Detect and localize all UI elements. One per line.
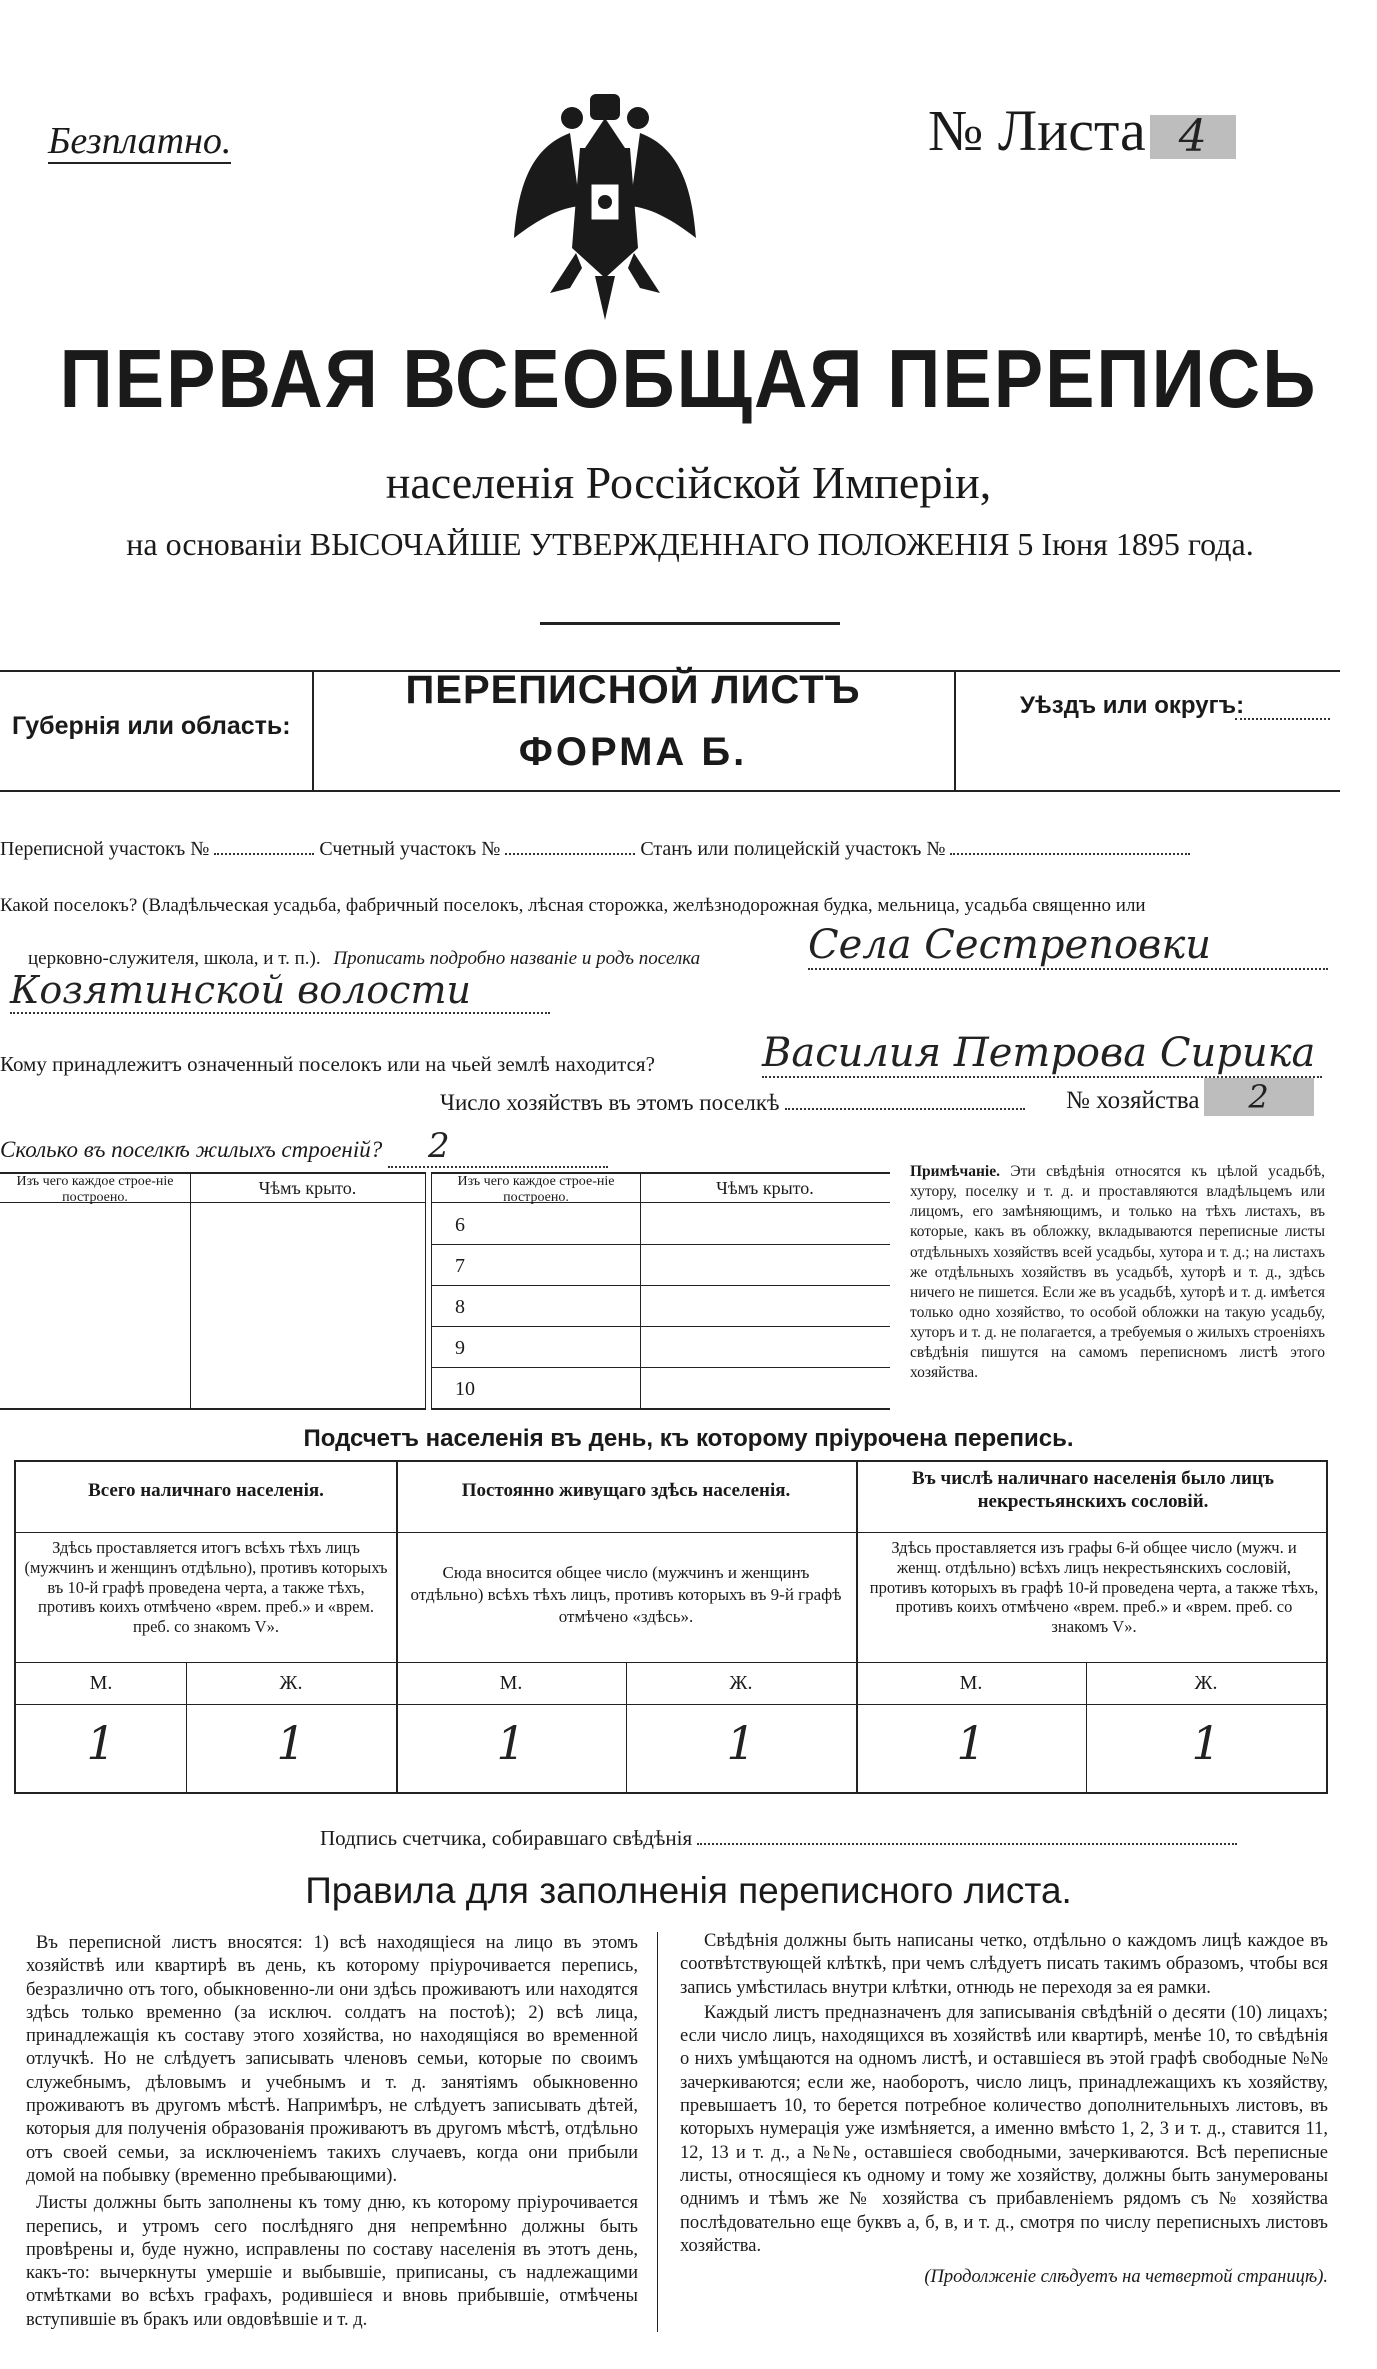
signature-label: Подпись счетчика, собиравшаго свѣдѣнія [320, 1826, 693, 1850]
population-col3-title: Въ числѣ наличнаго населенія было лицъ некрестьянскихъ сословій. [912, 1468, 1274, 1512]
population-value[interactable]: 1 [726, 1716, 756, 1770]
signature-row [320, 1826, 1237, 1851]
camp-label: Станъ или полицейскій участокъ № [640, 838, 946, 860]
buildings-col-roof: Чѣмъ крыто. [258, 1178, 357, 1198]
settlement-label-2: церковно-служителя, школа, и т. п.). [28, 948, 321, 969]
buildings-row [0, 1126, 608, 1168]
buildings-row-number: 7 [455, 1255, 465, 1277]
households-field[interactable] [785, 1108, 1025, 1110]
household-number [1066, 1078, 1314, 1116]
sheet-number-value: 4 [1150, 115, 1236, 159]
settlement-value-2[interactable]: Козятинской волости [10, 968, 550, 1014]
buildings-col-material-2: Изъ чего каждое строе-ніе построено. [457, 1174, 615, 1206]
divider [540, 622, 840, 625]
district-label: Уѣздъ или округъ: [1020, 692, 1245, 719]
population-value[interactable]: 1 [86, 1716, 116, 1770]
population-col2-text: Сюда вносится общее число (мужчинъ и женщинъ отдѣльно) всѣхъ тѣхъ лицъ, противъ которыхъ въ 9-й графѣ отмѣчено «здѣсь». [410, 1563, 842, 1627]
sheet-number [928, 98, 1236, 163]
rules-right-paragraph-1: Свѣдѣнія должны быть написаны четко, отдѣльно о каждомъ лицѣ каждое въ соотвѣтствующей клѣткѣ, при чемъ слѣдуетъ писать такимъ образомъ, чтобы вся запись умѣстилась внутри клѣтки, отнюдь не переходя за ея рамки. [680, 1931, 1328, 1998]
population-value[interactable]: 1 [956, 1716, 986, 1770]
population-f-header: Ж. [279, 1672, 303, 1694]
counting-district-label: Счетный участокъ № [319, 838, 501, 860]
population-m-header: М. [499, 1672, 523, 1694]
population-value[interactable]: 1 [276, 1716, 306, 1770]
buildings-row-number: 9 [455, 1337, 465, 1359]
buildings-label: Сколько въ поселкѣ жилыхъ строеній? [0, 1137, 383, 1162]
buildings-table [0, 1172, 890, 1410]
population-value[interactable]: 1 [496, 1716, 526, 1770]
rules-right-paragraph-2: Каждый листъ предназначенъ для записыванія свѣдѣній о десяти (10) лицахъ; если число лицъ, находящихся въ хозяйствѣ или квартирѣ, менѣе 10, то свѣдѣнія о нихъ умѣщаются на одномъ листѣ, и оставшіеся въ этой графѣ свободные №№ зачеркиваются; если же, наоборотъ, число лицъ, принадлежащихъ къ хозяйству, превышаетъ 10, то берется потребное количество дополнительныхъ листовъ, въ которыхъ нумерація уже измѣняется, а именно вмѣсто 1, 2, 3 и т. д., ставится 11, 12, 13 и т. д., а №№, оставшіеся свободными, зачеркиваются. Всѣ переписные листы, относящіеся къ одному и тому же хозяйству, должны быть занумерованы однимъ и тѣмъ же № хозяйства съ прибавленіемъ рядомъ съ № хозяйства послѣдовательно еще буквъ а, б, в, и т. д., смотря по числу переписныхъ листовъ хозяйства. [680, 2002, 1328, 2256]
form-header-divider-right [954, 670, 956, 792]
population-col1-text: Здѣсь проставляется итогъ всѣхъ тѣхъ лицъ (мужчинъ и женщинъ отдѣльно), противъ которыхъ въ 10-й графѣ проведена черта, а также тѣхъ, противъ коихъ отмѣчено «врем. преб.» и «врем. преб. со знакомъ V». [24, 1538, 388, 1637]
form-subtitle: ФОРМА Б. [518, 730, 748, 774]
household-number-value: 2 [1204, 1078, 1314, 1116]
province-label: Губернія или область: [12, 712, 291, 740]
households-label: Число хозяйствъ въ этомъ поселкѣ [440, 1090, 780, 1115]
form-title: ПЕРЕПИСНОЙ ЛИСТЪ [405, 668, 861, 712]
census-district-field[interactable] [214, 853, 314, 855]
population-col2-title: Постоянно живущаго здѣсь населенія. [461, 1480, 791, 1501]
form-header-bottom-rule [0, 790, 1340, 792]
rules-left-paragraph-1: Въ переписной листъ вносятся: 1) всѣ находящіеся на лицо въ этомъ хозяйствѣ или квартирѣ въ день, къ которому пріурочивается перепись, безразлично отъ того, обыкновенно-ли они здѣсь проживаютъ или находятся здѣсь только временно (за исключ. солдатъ на постоѣ); 2) всѣ лица, принадлежащія къ составу этого хозяйства, но находящіяся во временной отлучкѣ. Но не слѣдуетъ записывать членовъ семьи, которые по своимъ служебнымъ, дѣловымъ и учебнымъ и т. д. занятіямъ обыкновенно проживаютъ въ другомъ мѣстѣ. Напримѣръ, не слѣдуетъ записывать дѣтей, которыя для полученія образованія проживаютъ въ другомъ мѣстѣ, отдѣльно отъ своей семьи, за исключеніемъ такихъ случаевъ, когда они прибыли домой на побывку (временно пребывающими). [26, 1933, 638, 2186]
signature-field[interactable] [697, 1843, 1237, 1845]
rules-right-column [680, 1930, 1328, 2289]
owner-label: Кому принадлежитъ означенный поселокъ или на чьей землѣ находится? [0, 1052, 655, 1076]
rules-title: Правила для заполненія переписного листа. [305, 1870, 1072, 1911]
settlement-instruction: Прописать подробно названіе и родъ поселка [333, 948, 701, 969]
district-row [0, 838, 1190, 861]
note-text: Эти свѣдѣнія относятся къ цѣлой усадьбѣ, хутору, поселку и т. д. и проставляются владѣльцемъ или лицомъ, его замѣняющимъ, и только на тѣхъ листахъ, въ которые, какъ въ обложку, вкладываются переписные листы отдѣльныхъ хозяйствъ всей усадьбы, хутора и т. д.; на листахъ же отдѣльныхъ хозяйствъ въ усадьбѣ, хуторѣ и т. д., здѣсь ничего не пишется. Если же въ усадьбѣ, хуторѣ и т. д. имѣется только одно хозяйство, то особой обложки на такую усадьбу, хуторъ и т. д. не полагается, а требуемыя о жилыхъ строеніяхъ свѣдѣнія пишутся на самомъ переписномъ листѣ этого хозяйства. [910, 1163, 1326, 1382]
buildings-value[interactable]: 2 [388, 1126, 608, 1168]
households-row [440, 1090, 1025, 1116]
buildings-row-number: 10 [455, 1378, 475, 1400]
census-district-label: Переписной участокъ № [0, 838, 210, 860]
household-number-label: № хозяйства [1066, 1087, 1200, 1114]
population-col3-text: Здѣсь проставляется изъ графы 6-й общее число (мужч. и женщ. отдѣльно) всѣхъ лицъ некрестьянскихъ сословій, противъ которыхъ въ графѣ 10-й проведена черта, а также тѣхъ, противъ коихъ отмѣчено «врем. преб.» и «врем. преб. со знакомъ V». [869, 1538, 1319, 1637]
population-table [14, 1460, 1328, 1794]
rules-left-paragraph-2: Листы должны быть заполнены къ тому дню, къ которому пріурочивается перепись, и утромъ сего послѣдняго дня непремѣнно должны быть провѣрены и, буде нужно, исправлены по составу населенія въ этотъ день, какъ-то: вычеркнуты умершіе и выбывшіе, приписаны, съ надлежащими отмѣтками во всѣхъ графахъ, родившіеся и вновь прибывшіе, отмѣчены вступившіе въ бракъ или овдовѣвшіе и т. д. [26, 2193, 638, 2330]
settlement-label: Какой поселокъ? (Владѣльческая усадьба, фабричный поселокъ, лѣсная сторожка, желѣзнодорожная будка, мельница, усадьба священно или [0, 895, 1146, 916]
free-label: Безплатно. [48, 120, 232, 162]
population-f-header: Ж. [1194, 1672, 1218, 1694]
page-basis: на основаніи ВЫСОЧАЙШЕ УТВЕРЖДЕННАГО ПОЛОЖЕНІЯ 5 Іюня 1895 года. [126, 526, 1254, 562]
district-field[interactable] [1235, 718, 1330, 720]
population-m-header: М. [959, 1672, 983, 1694]
buildings-row-number: 6 [455, 1214, 465, 1236]
rules-left-column [26, 1932, 638, 2332]
settlement-row [28, 948, 700, 970]
rules-column-divider [657, 1932, 658, 2332]
buildings-row-number: 8 [455, 1296, 465, 1318]
population-value[interactable]: 1 [1191, 1716, 1221, 1770]
note-title: Примѣчаніе. [910, 1163, 1000, 1180]
settlement-value[interactable]: Села Сестреповки [808, 922, 1328, 970]
owner-value[interactable]: Василия Петрова Сирика [762, 1030, 1322, 1078]
page-subtitle: населенія Россійской Имперіи, [385, 457, 992, 508]
buildings-col-material: Изъ чего каждое строе-ніе построено. [16, 1174, 174, 1206]
rules-continued: (Продолженіе слѣдуетъ на четвертой страницѣ). [924, 2267, 1328, 2288]
imperial-eagle-emblem [510, 88, 700, 328]
page-title: ПЕРВАЯ ВСЕОБЩАЯ ПЕРЕПИСЬ [59, 332, 1318, 425]
buildings-col-roof-2: Чѣмъ крыто. [716, 1178, 814, 1198]
population-m-header: М. [89, 1672, 113, 1694]
population-f-header: Ж. [729, 1672, 753, 1694]
population-title: Подсчетъ населенія въ день, къ которому пріурочена перепись. [303, 1425, 1074, 1452]
note [910, 1162, 1325, 1384]
population-col1-title: Всего наличнаго населенія. [88, 1480, 324, 1501]
camp-field[interactable] [950, 853, 1190, 855]
sheet-number-label: № Листа [928, 98, 1146, 163]
counting-district-field[interactable] [505, 853, 635, 855]
